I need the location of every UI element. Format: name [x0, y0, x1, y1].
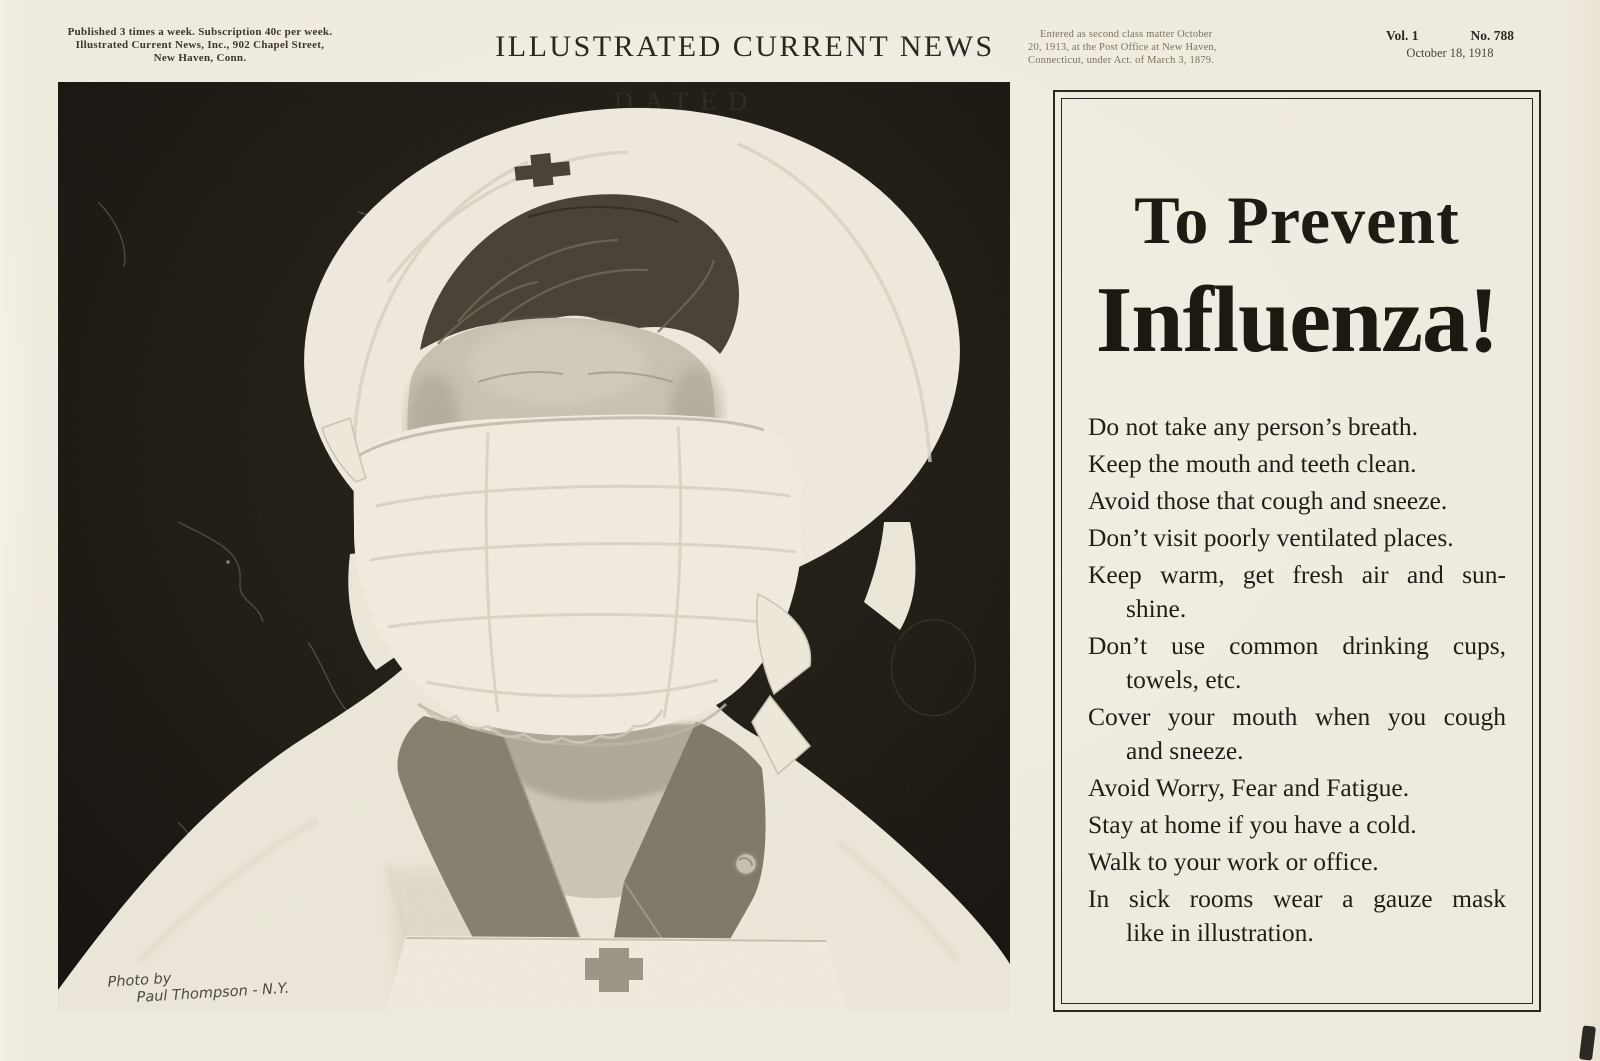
publisher-line: Illustrated Current News, Inc., 902 Chapel Street,	[75, 39, 325, 51]
precaution-item	[1088, 484, 1506, 518]
precaution-item	[1088, 700, 1506, 768]
publisher-block	[55, 26, 345, 65]
influenza-panel	[1053, 90, 1541, 1012]
publisher-line: New Haven, Conn.	[153, 52, 247, 64]
precaution-item	[1088, 882, 1506, 950]
precaution-line: Walk to your work or office.	[1088, 847, 1379, 876]
nurse-illustration	[58, 82, 1010, 1012]
photo-credit-line: Photo by	[107, 970, 172, 991]
photo-watermark: DATED	[614, 87, 760, 116]
precaution-item	[1088, 521, 1506, 555]
precaution-item	[1088, 808, 1506, 842]
nurse-photograph	[58, 82, 1010, 1012]
panel-title-line2: Influenza!	[1095, 268, 1499, 372]
publisher-line: Published 3 times a week. Subscription 40c per week.	[67, 26, 333, 38]
precaution-line: towels, etc.	[1126, 665, 1242, 694]
precaution-line: shine.	[1126, 594, 1187, 623]
photo-credit-line: Paul Thompson - N.Y.	[136, 980, 290, 1006]
precaution-line: Don’t visit poorly ventilated places.	[1088, 523, 1454, 552]
entry-line: Connecticut, under Act. of March 3, 1879.	[1028, 55, 1215, 66]
entry-notice	[1028, 28, 1253, 67]
page-edge-smudge	[1579, 1025, 1596, 1060]
precaution-item	[1088, 558, 1506, 626]
entry-line: Entered as second class matter October	[1040, 29, 1213, 40]
precautions-list	[1088, 410, 1506, 950]
volume-block	[1386, 28, 1514, 61]
precaution-item	[1088, 771, 1506, 805]
precaution-line: Don’t use common drinking cups,	[1088, 631, 1506, 660]
precaution-line: and sneeze.	[1126, 736, 1244, 765]
precaution-line: Stay at home if you have a cold.	[1088, 810, 1417, 839]
issue-number: No. 788	[1470, 28, 1514, 43]
masthead-title: ILLUSTRATED CURRENT NEWS	[495, 30, 995, 63]
precaution-item	[1088, 447, 1506, 481]
influenza-panel-inner	[1061, 98, 1533, 1004]
entry-line: 20, 1913, at the Post Office at New Haven,	[1028, 42, 1217, 53]
precaution-line: Avoid those that cough and sneeze.	[1088, 486, 1448, 515]
precaution-item	[1088, 629, 1506, 697]
panel-title-line1: To Prevent	[1134, 182, 1460, 258]
precaution-line: In sick rooms wear a gauze mask	[1088, 884, 1506, 913]
precaution-item	[1088, 845, 1506, 879]
precaution-line: Avoid Worry, Fear and Fatigue.	[1088, 773, 1410, 802]
precaution-line: Keep warm, get fresh air and sun-	[1088, 560, 1506, 589]
precaution-line: Cover your mouth when you cough	[1088, 702, 1506, 731]
precaution-line: Keep the mouth and teeth clean.	[1088, 449, 1417, 478]
volume-number: Vol. 1	[1386, 28, 1419, 43]
precaution-line: like in illustration.	[1126, 918, 1314, 947]
precaution-item	[1088, 410, 1506, 444]
issue-date: October 18, 1918	[1406, 46, 1494, 60]
precaution-line: Do not take any person’s breath.	[1088, 412, 1418, 441]
